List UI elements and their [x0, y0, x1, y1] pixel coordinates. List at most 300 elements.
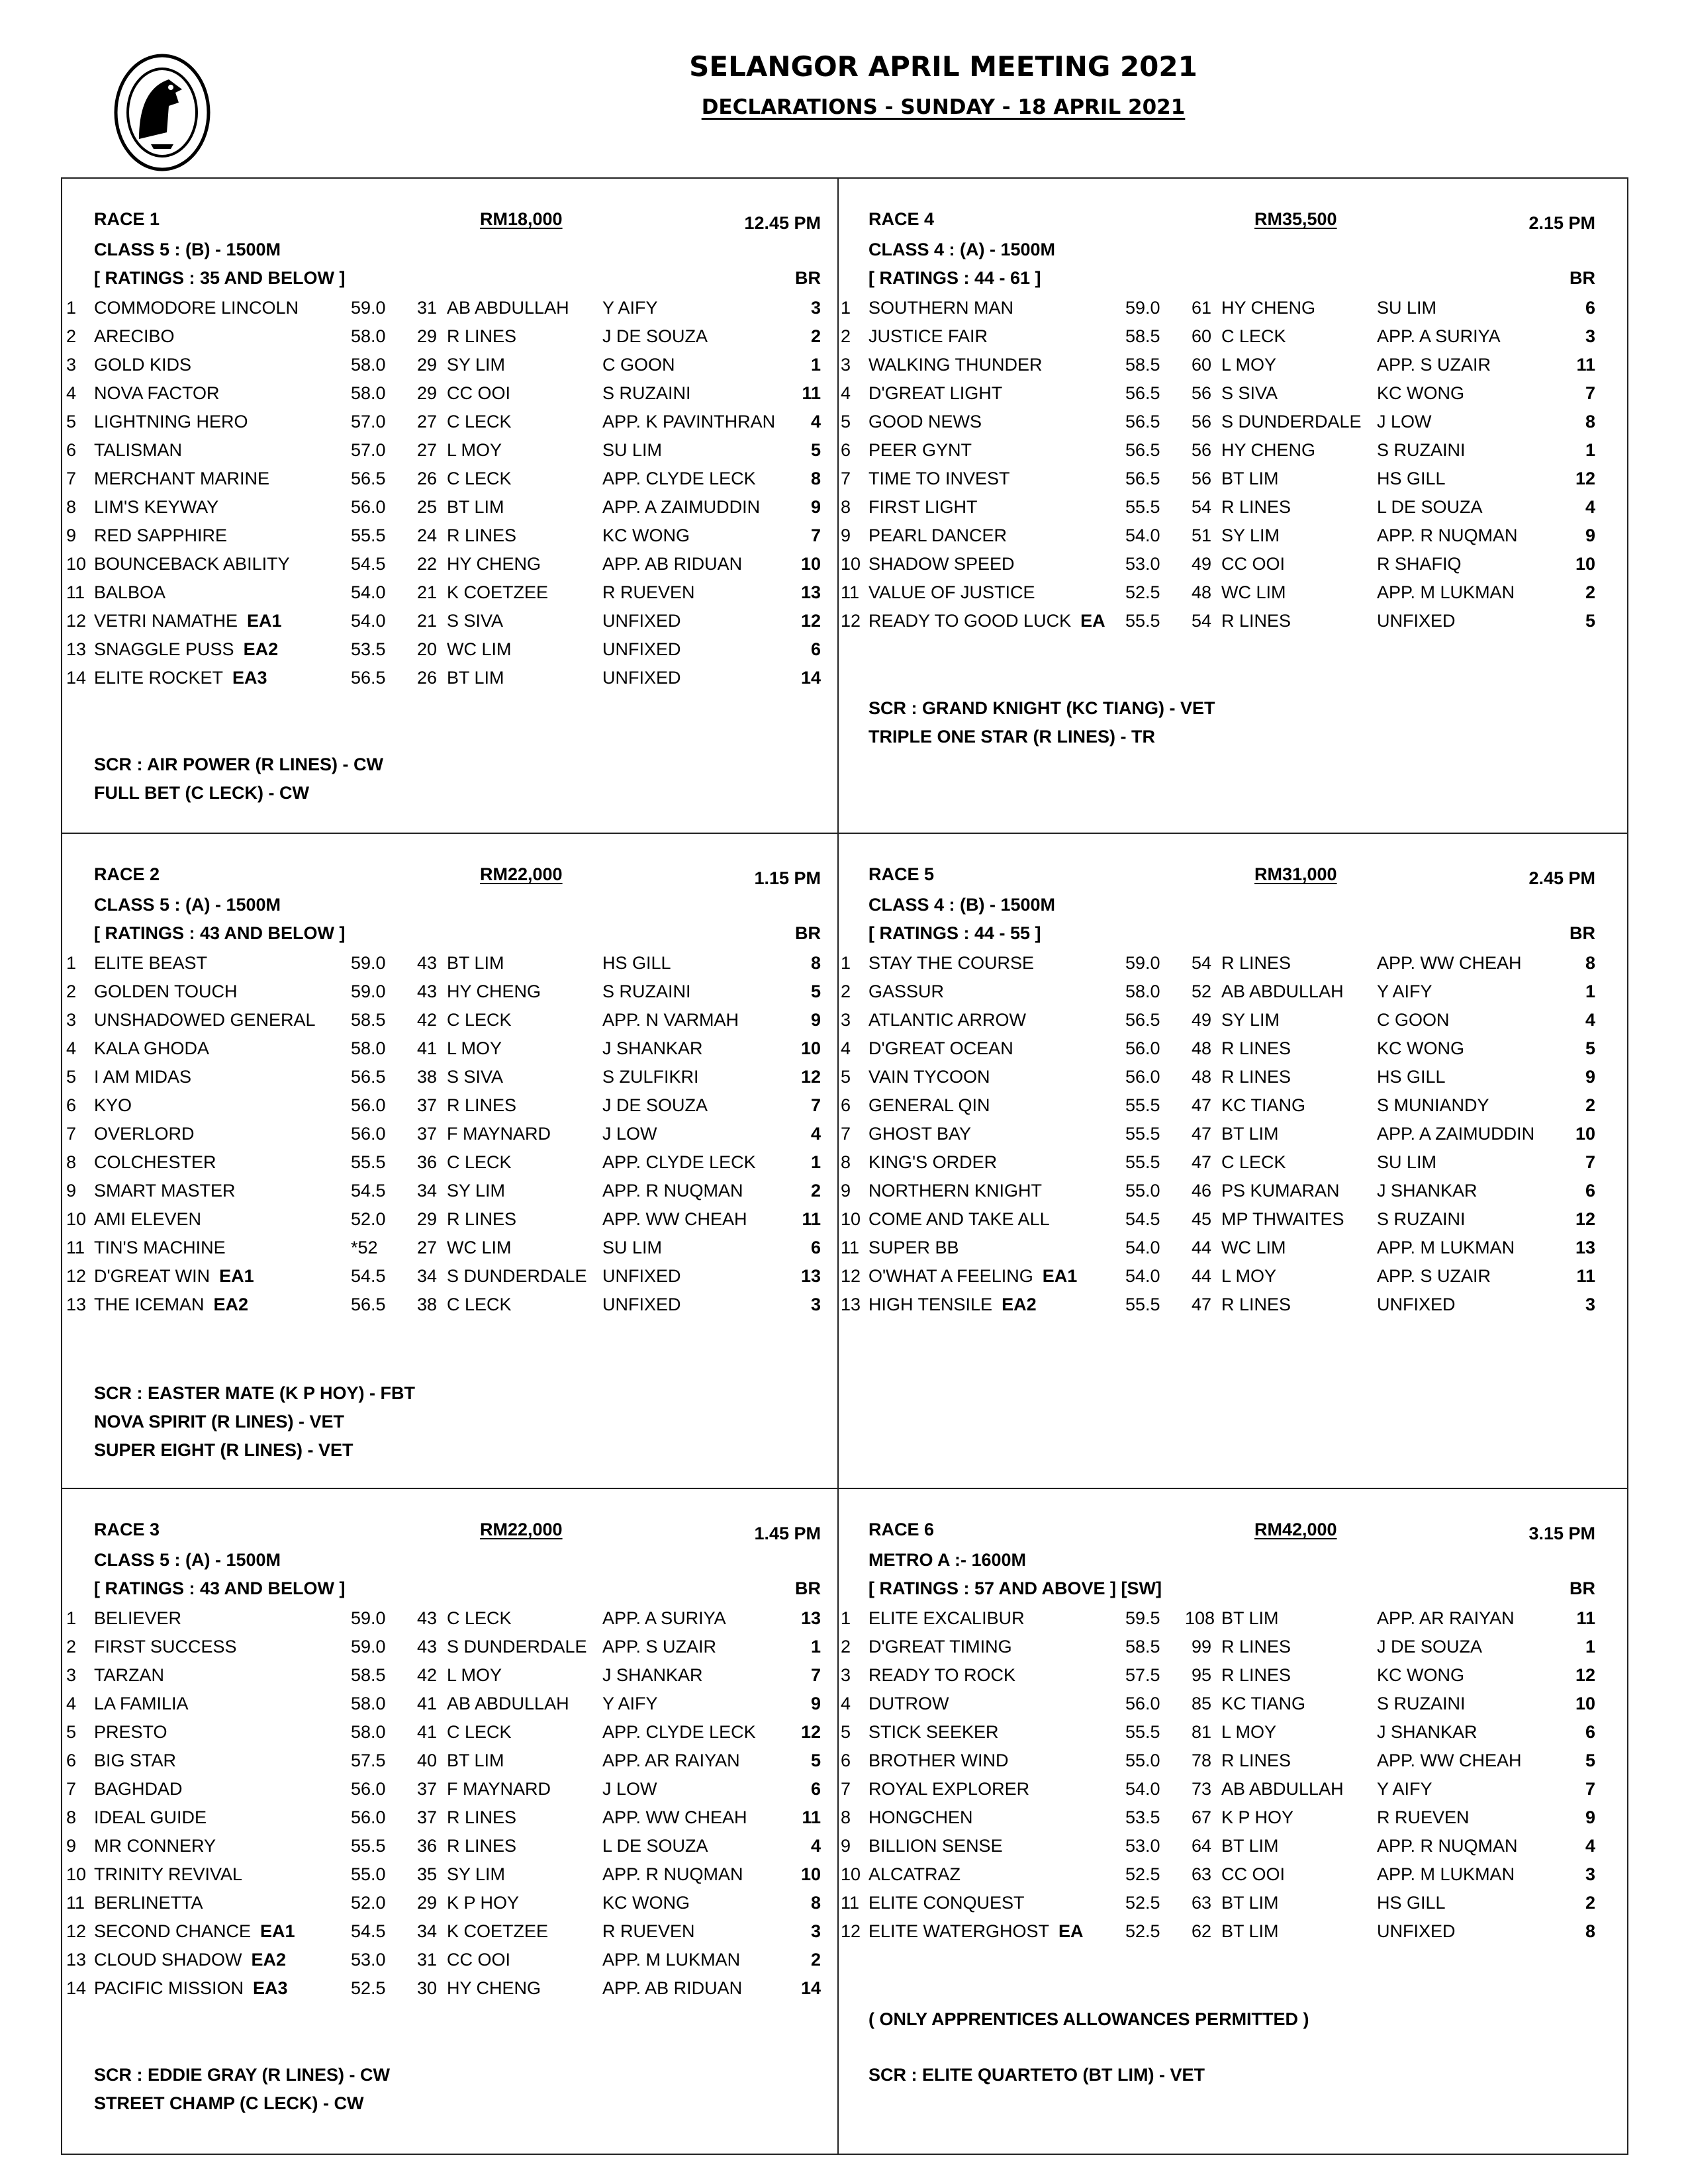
horse-name: PACIFIC MISSION EA3 — [94, 1978, 288, 1998]
race-class: METRO A :- 1600M — [868, 1550, 1027, 1570]
weight: 58.0 — [351, 1038, 386, 1058]
runner-number: 11 — [66, 1893, 85, 1913]
trainer: BT LIM — [1221, 1893, 1279, 1913]
weight: 59.0 — [1125, 953, 1160, 973]
trainer: R LINES — [447, 1807, 517, 1827]
runner-row — [66, 1266, 821, 1293]
jockey: Y AIFY — [1377, 1779, 1432, 1799]
runner-row — [841, 554, 1595, 580]
horse-name: FIRST SUCCESS — [94, 1637, 237, 1657]
trainer: K P HOY — [1221, 1807, 1294, 1827]
weight: 54.0 — [1125, 1238, 1160, 1257]
barrier: 5 — [810, 440, 821, 460]
rating: 56 — [1191, 383, 1211, 403]
runner-number: 1 — [841, 1608, 851, 1628]
trainer: F MAYNARD — [447, 1124, 551, 1144]
weight: 56.5 — [351, 668, 386, 688]
barrier: 6 — [810, 1779, 821, 1799]
jockey: R RUEVEN — [602, 582, 695, 602]
runner-number: 10 — [66, 1209, 87, 1229]
barrier: 12 — [1575, 1209, 1595, 1229]
rating: 27 — [416, 1238, 437, 1257]
rating: 34 — [416, 1921, 437, 1941]
runner-row — [841, 1608, 1595, 1635]
runner-row — [66, 1694, 821, 1720]
barrier: 12 — [1575, 469, 1595, 488]
trainer: R LINES — [447, 1209, 517, 1229]
horse-name: THE ICEMAN EA2 — [94, 1295, 249, 1314]
trainer: HY CHENG — [447, 554, 541, 574]
jockey: S RUZAINI — [1377, 440, 1466, 460]
jockey: APP. CLYDE LECK — [602, 1722, 756, 1742]
runner-number: 5 — [841, 1067, 851, 1087]
horse-name: TARZAN — [94, 1665, 164, 1685]
barrier: 7 — [1585, 1152, 1595, 1172]
runner-number: 9 — [66, 1836, 77, 1856]
runner-row — [841, 1921, 1595, 1948]
runner-number: 1 — [66, 1608, 77, 1628]
weight: 57.5 — [1125, 1665, 1160, 1685]
barrier: 11 — [1576, 355, 1595, 375]
jockey: APP. S UZAIR — [1377, 1266, 1491, 1286]
horse-name: KYO — [94, 1095, 132, 1115]
horse-name: BAGHDAD — [94, 1779, 183, 1799]
jockey: R RUEVEN — [1377, 1807, 1470, 1827]
horse-name: D'GREAT LIGHT — [868, 383, 1003, 403]
runner-number: 2 — [841, 981, 851, 1001]
jockey: APP. AB RIDUAN — [602, 1978, 743, 1998]
trainer: CC OOI — [1221, 1864, 1286, 1884]
barrier: 7 — [810, 1665, 821, 1685]
horse-name: D'GREAT OCEAN — [868, 1038, 1013, 1058]
rating: 49 — [1191, 1010, 1211, 1030]
jockey: S RUZAINI — [1377, 1209, 1466, 1229]
jockey: S ZULFIKRI — [602, 1067, 699, 1087]
barrier: 10 — [1575, 554, 1595, 574]
rating: 85 — [1191, 1694, 1211, 1713]
runner-number: 7 — [841, 1779, 851, 1799]
trainer: CC OOI — [447, 383, 511, 403]
runner-number: 2 — [66, 981, 77, 1001]
trainer: S DUNDERDALE — [447, 1266, 587, 1286]
br-header: BR — [1570, 923, 1595, 943]
weight: 54.5 — [351, 1266, 386, 1286]
emergency-acceptor: EA — [1058, 1921, 1084, 1941]
runner-number: 5 — [841, 412, 851, 432]
rating: 38 — [416, 1295, 437, 1314]
weight: 55.5 — [1125, 1124, 1160, 1144]
barrier: 8 — [1585, 1921, 1595, 1941]
scratching: SCR : EDDIE GRAY (R LINES) - CW — [94, 2065, 391, 2085]
runner-number: 3 — [841, 1665, 851, 1685]
race-time: 12.45 PM — [744, 213, 821, 233]
weight: 54.0 — [351, 582, 386, 602]
runner-number: 6 — [841, 1751, 851, 1770]
jockey: J LOW — [602, 1124, 657, 1144]
runner-row — [66, 1637, 821, 1663]
runner-row — [66, 355, 821, 381]
race-class: CLASS 5 : (A) - 1500M — [94, 1550, 281, 1570]
runner-number: 4 — [66, 383, 77, 403]
trainer: WC LIM — [447, 639, 512, 659]
barrier: 1 — [1585, 440, 1595, 460]
horse-name: PEARL DANCER — [868, 525, 1008, 545]
runner-row — [66, 525, 821, 552]
runner-number: 4 — [66, 1694, 77, 1713]
horse-name: BIG STAR — [94, 1751, 177, 1770]
rating: 54 — [1191, 497, 1211, 517]
runner-number: 6 — [841, 440, 851, 460]
jockey: KC WONG — [1377, 383, 1464, 403]
trainer: R LINES — [447, 1095, 517, 1115]
barrier: 12 — [1575, 1665, 1595, 1685]
emergency-acceptor: EA3 — [232, 668, 267, 688]
jockey: APP. M LUKMAN — [1377, 1238, 1515, 1257]
runner-number: 7 — [841, 469, 851, 488]
runner-number: 12 — [66, 1266, 87, 1286]
trainer: F MAYNARD — [447, 1779, 551, 1799]
horse-name: COME AND TAKE ALL — [868, 1209, 1050, 1229]
runner-number: 11 — [66, 1238, 85, 1257]
runner-number: 1 — [841, 953, 851, 973]
runner-number: 8 — [841, 1807, 851, 1827]
race-purse: RM18,000 — [480, 209, 563, 229]
runner-number: 11 — [66, 582, 85, 602]
runner-number: 3 — [841, 1010, 851, 1030]
scratching: NOVA SPIRIT (R LINES) - VET — [94, 1412, 345, 1432]
trainer: SY LIM — [447, 355, 506, 375]
horse-name: ROYAL EXPLORER — [868, 1779, 1030, 1799]
trainer: BT LIM — [447, 953, 504, 973]
weight: 58.5 — [1125, 1637, 1160, 1657]
runner-row — [841, 1238, 1595, 1264]
jockey: S RUZAINI — [602, 383, 691, 403]
emergency-acceptor: EA2 — [1002, 1295, 1037, 1314]
jockey: UNFIXED — [602, 1295, 681, 1314]
runner-number: 7 — [841, 1124, 851, 1144]
barrier: 3 — [1585, 1295, 1595, 1314]
barrier: 1 — [1585, 1637, 1595, 1657]
runner-row — [66, 611, 821, 637]
rating: 41 — [416, 1038, 437, 1058]
emergency-acceptor: EA2 — [213, 1295, 249, 1314]
horse-name: TRINITY REVIVAL — [94, 1864, 243, 1884]
rating: 43 — [416, 1608, 437, 1628]
trainer: L MOY — [1221, 1266, 1277, 1286]
barrier: 1 — [810, 1637, 821, 1657]
runner-row — [66, 298, 821, 324]
trainer: AB ABDULLAH — [447, 1694, 569, 1713]
barrier: 1 — [810, 1152, 821, 1172]
horse-name: GOLDEN TOUCH — [94, 981, 238, 1001]
runner-number: 8 — [66, 1807, 77, 1827]
weight: 57.0 — [351, 440, 386, 460]
weight: 57.5 — [351, 1751, 386, 1770]
jockey: APP. R NUQMAN — [602, 1181, 743, 1201]
horse-name: DUTROW — [868, 1694, 949, 1713]
rating: 62 — [1191, 1921, 1211, 1941]
barrier: 4 — [810, 1124, 821, 1144]
rating: 37 — [416, 1807, 437, 1827]
runner-row — [66, 1181, 821, 1207]
runner-row — [66, 1836, 821, 1862]
runner-row — [841, 1893, 1595, 1919]
runner-row — [66, 1124, 821, 1150]
jockey: UNFIXED — [602, 611, 681, 631]
rating: 29 — [416, 1209, 437, 1229]
jockey: UNFIXED — [1377, 1295, 1456, 1314]
jockey: J SHANKAR — [602, 1038, 703, 1058]
runner-number: 9 — [841, 525, 851, 545]
horse-name: READY TO GOOD LUCK EA — [868, 611, 1105, 631]
jockey: UNFIXED — [602, 1266, 681, 1286]
trainer: C LECK — [1221, 326, 1286, 346]
rating: 37 — [416, 1095, 437, 1115]
race-block — [841, 205, 1595, 801]
runner-row — [66, 1722, 821, 1749]
runner-row — [841, 440, 1595, 467]
race-purse: RM35,500 — [1254, 209, 1337, 229]
barrier: 10 — [1575, 1124, 1595, 1144]
horse-name: KALA GHODA — [94, 1038, 210, 1058]
horse-name: COMMODORE LINCOLN — [94, 298, 299, 318]
jockey: Y AIFY — [602, 1694, 658, 1713]
horse-name: GOOD NEWS — [868, 412, 982, 432]
runner-row — [66, 668, 821, 694]
rating: 46 — [1191, 1181, 1211, 1201]
jockey: KC WONG — [1377, 1038, 1464, 1058]
trainer: R LINES — [1221, 611, 1291, 631]
race-block — [841, 860, 1595, 1456]
trainer: BT LIM — [1221, 1836, 1279, 1856]
barrier: 11 — [802, 1209, 821, 1229]
horse-name: BOUNCEBACK ABILITY — [94, 554, 290, 574]
rating: 43 — [416, 1637, 437, 1657]
trainer: L MOY — [447, 1038, 502, 1058]
weight: 56.0 — [351, 1124, 386, 1144]
runner-row — [841, 981, 1595, 1008]
emergency-acceptor: EA2 — [251, 1950, 287, 1970]
trainer: R LINES — [1221, 1637, 1291, 1657]
race-class: CLASS 4 : (B) - 1500M — [868, 895, 1056, 915]
barrier: 9 — [1585, 1067, 1595, 1087]
jockey: UNFIXED — [1377, 611, 1456, 631]
barrier: 13 — [1575, 1238, 1595, 1257]
scratching: SUPER EIGHT (R LINES) - VET — [94, 1440, 353, 1460]
runner-row — [66, 1807, 821, 1834]
runner-number: 6 — [841, 1095, 851, 1115]
trainer: BT LIM — [1221, 1921, 1279, 1941]
scratching: STREET CHAMP (C LECK) - CW — [94, 2093, 364, 2113]
race-time: 1.45 PM — [754, 1524, 821, 1543]
runner-number: 13 — [66, 1295, 87, 1314]
rating: 21 — [416, 582, 437, 602]
jockey: C GOON — [602, 355, 675, 375]
barrier: 12 — [800, 1722, 821, 1742]
runner-number: 2 — [841, 326, 851, 346]
trainer: L MOY — [1221, 355, 1277, 375]
runner-row — [841, 355, 1595, 381]
runner-row — [66, 469, 821, 495]
rating: 54 — [1191, 953, 1211, 973]
runner-number: 2 — [66, 1637, 77, 1657]
weight: 59.0 — [1125, 298, 1160, 318]
jockey: APP. M LUKMAN — [1377, 1864, 1515, 1884]
race-purse: RM22,000 — [480, 1520, 563, 1539]
horse-name: HONGCHEN — [868, 1807, 973, 1827]
rating: 43 — [416, 953, 437, 973]
weight: 54.0 — [1125, 1779, 1160, 1799]
horse-name: PEER GYNT — [868, 440, 972, 460]
weight: 59.0 — [351, 1637, 386, 1657]
rating: 47 — [1191, 1124, 1211, 1144]
runner-number: 12 — [66, 611, 87, 631]
barrier: 4 — [1585, 1836, 1595, 1856]
runner-row — [66, 412, 821, 438]
br-header: BR — [795, 1578, 821, 1598]
barrier: 3 — [810, 1921, 821, 1941]
emergency-acceptor: EA1 — [260, 1921, 295, 1941]
rating: 43 — [416, 981, 437, 1001]
rating: 26 — [416, 668, 437, 688]
horse-name: SMART MASTER — [94, 1181, 236, 1201]
barrier: 4 — [1585, 1010, 1595, 1030]
trainer: CC OOI — [1221, 554, 1286, 574]
runner-number: 14 — [66, 668, 87, 688]
weight: 56.0 — [351, 497, 386, 517]
race-number: RACE 1 — [94, 209, 160, 229]
weight: 53.0 — [1125, 554, 1160, 574]
weight: 52.0 — [351, 1893, 386, 1913]
jockey: SU LIM — [1377, 1152, 1437, 1172]
trainer: S SIVA — [1221, 383, 1278, 403]
barrier: 5 — [810, 1751, 821, 1770]
runner-number: 5 — [66, 1067, 77, 1087]
race-number: RACE 6 — [868, 1520, 935, 1539]
barrier: 13 — [800, 1266, 821, 1286]
runner-number: 9 — [841, 1836, 851, 1856]
weight: 55.0 — [1125, 1181, 1160, 1201]
weight: 56.5 — [1125, 469, 1160, 488]
runner-row — [66, 1067, 821, 1093]
horse-name: I AM MIDAS — [94, 1067, 192, 1087]
runner-number: 9 — [841, 1181, 851, 1201]
weight: 53.0 — [351, 1950, 386, 1970]
rating: 63 — [1191, 1864, 1211, 1884]
column-divider — [837, 179, 839, 2154]
rating: 47 — [1191, 1095, 1211, 1115]
jockey: APP. A ZAIMUDDIN — [1377, 1124, 1535, 1144]
trainer: L MOY — [447, 440, 502, 460]
rating: 48 — [1191, 1038, 1211, 1058]
jockey: APP. K PAVINTHRAN — [602, 412, 776, 432]
jockey: J DE SOUZA — [602, 1095, 708, 1115]
trainer: K P HOY — [447, 1893, 520, 1913]
trainer: R LINES — [1221, 1665, 1291, 1685]
horse-name: D'GREAT TIMING — [868, 1637, 1012, 1657]
race-number: RACE 5 — [868, 864, 935, 884]
runner-row — [841, 1779, 1595, 1805]
trainer: BT LIM — [447, 668, 504, 688]
jockey: APP. AR RAIYAN — [602, 1751, 740, 1770]
trainer: MP THWAITES — [1221, 1209, 1344, 1229]
horse-name: BROTHER WIND — [868, 1751, 1009, 1770]
rating: 48 — [1191, 582, 1211, 602]
horse-name: CLOUD SHADOW EA2 — [94, 1950, 287, 1970]
weight: 55.5 — [1125, 1295, 1160, 1314]
race-ratings: [ RATINGS : 44 - 55 ] — [868, 923, 1041, 943]
barrier: 11 — [802, 1807, 821, 1827]
trainer: C LECK — [447, 1152, 512, 1172]
horse-name: STAY THE COURSE — [868, 953, 1035, 973]
barrier: 3 — [810, 298, 821, 318]
runner-row — [66, 1238, 821, 1264]
jockey: S MUNIANDY — [1377, 1095, 1489, 1115]
horse-name: FIRST LIGHT — [868, 497, 978, 517]
weight: 56.0 — [1125, 1067, 1160, 1087]
runner-row — [841, 1751, 1595, 1777]
jockey: UNFIXED — [1377, 1921, 1456, 1941]
runner-number: 12 — [841, 1266, 861, 1286]
weight: 58.0 — [351, 355, 386, 375]
emergency-acceptor: EA1 — [1042, 1266, 1078, 1286]
horse-name: GENERAL QIN — [868, 1095, 990, 1115]
runner-number: 3 — [66, 1665, 77, 1685]
jockey: HS GILL — [1377, 469, 1446, 488]
race-time: 3.15 PM — [1528, 1524, 1595, 1543]
horse-name: GOLD KIDS — [94, 355, 192, 375]
trainer: C LECK — [447, 469, 512, 488]
barrier: 10 — [800, 1038, 821, 1058]
jockey: APP. M LUKMAN — [1377, 582, 1515, 602]
trainer: R LINES — [447, 1836, 517, 1856]
rating: 41 — [416, 1722, 437, 1742]
rating: 27 — [416, 440, 437, 460]
barrier: 14 — [800, 1978, 821, 1998]
barrier: 6 — [1585, 298, 1595, 318]
horse-name: ELITE CONQUEST — [868, 1893, 1025, 1913]
barrier: 8 — [810, 1893, 821, 1913]
weight: 56.0 — [1125, 1038, 1160, 1058]
rating: 56 — [1191, 440, 1211, 460]
barrier: 12 — [800, 611, 821, 631]
runner-number: 10 — [66, 1864, 87, 1884]
runner-number: 6 — [66, 1751, 77, 1770]
weight: 54.5 — [351, 554, 386, 574]
weight: 59.5 — [1125, 1608, 1160, 1628]
horse-name: TIME TO INVEST — [868, 469, 1010, 488]
runner-number: 10 — [841, 1864, 861, 1884]
trainer: BT LIM — [1221, 1608, 1279, 1628]
rating: 29 — [416, 355, 437, 375]
weight: 55.5 — [1125, 1152, 1160, 1172]
barrier: 6 — [810, 639, 821, 659]
runner-row — [66, 1751, 821, 1777]
jockey: C GOON — [1377, 1010, 1450, 1030]
rating: 63 — [1191, 1893, 1211, 1913]
jockey: APP. AR RAIYAN — [1377, 1608, 1515, 1628]
runner-row — [66, 1209, 821, 1236]
rating: 36 — [416, 1152, 437, 1172]
runner-number: 11 — [841, 1238, 860, 1257]
trainer: AB ABDULLAH — [1221, 981, 1344, 1001]
runner-row — [66, 497, 821, 523]
emergency-acceptor: EA1 — [219, 1266, 254, 1286]
weight: 58.0 — [351, 326, 386, 346]
weight: 55.0 — [351, 1864, 386, 1884]
barrier: 10 — [800, 1864, 821, 1884]
runner-number: 6 — [66, 1095, 77, 1115]
